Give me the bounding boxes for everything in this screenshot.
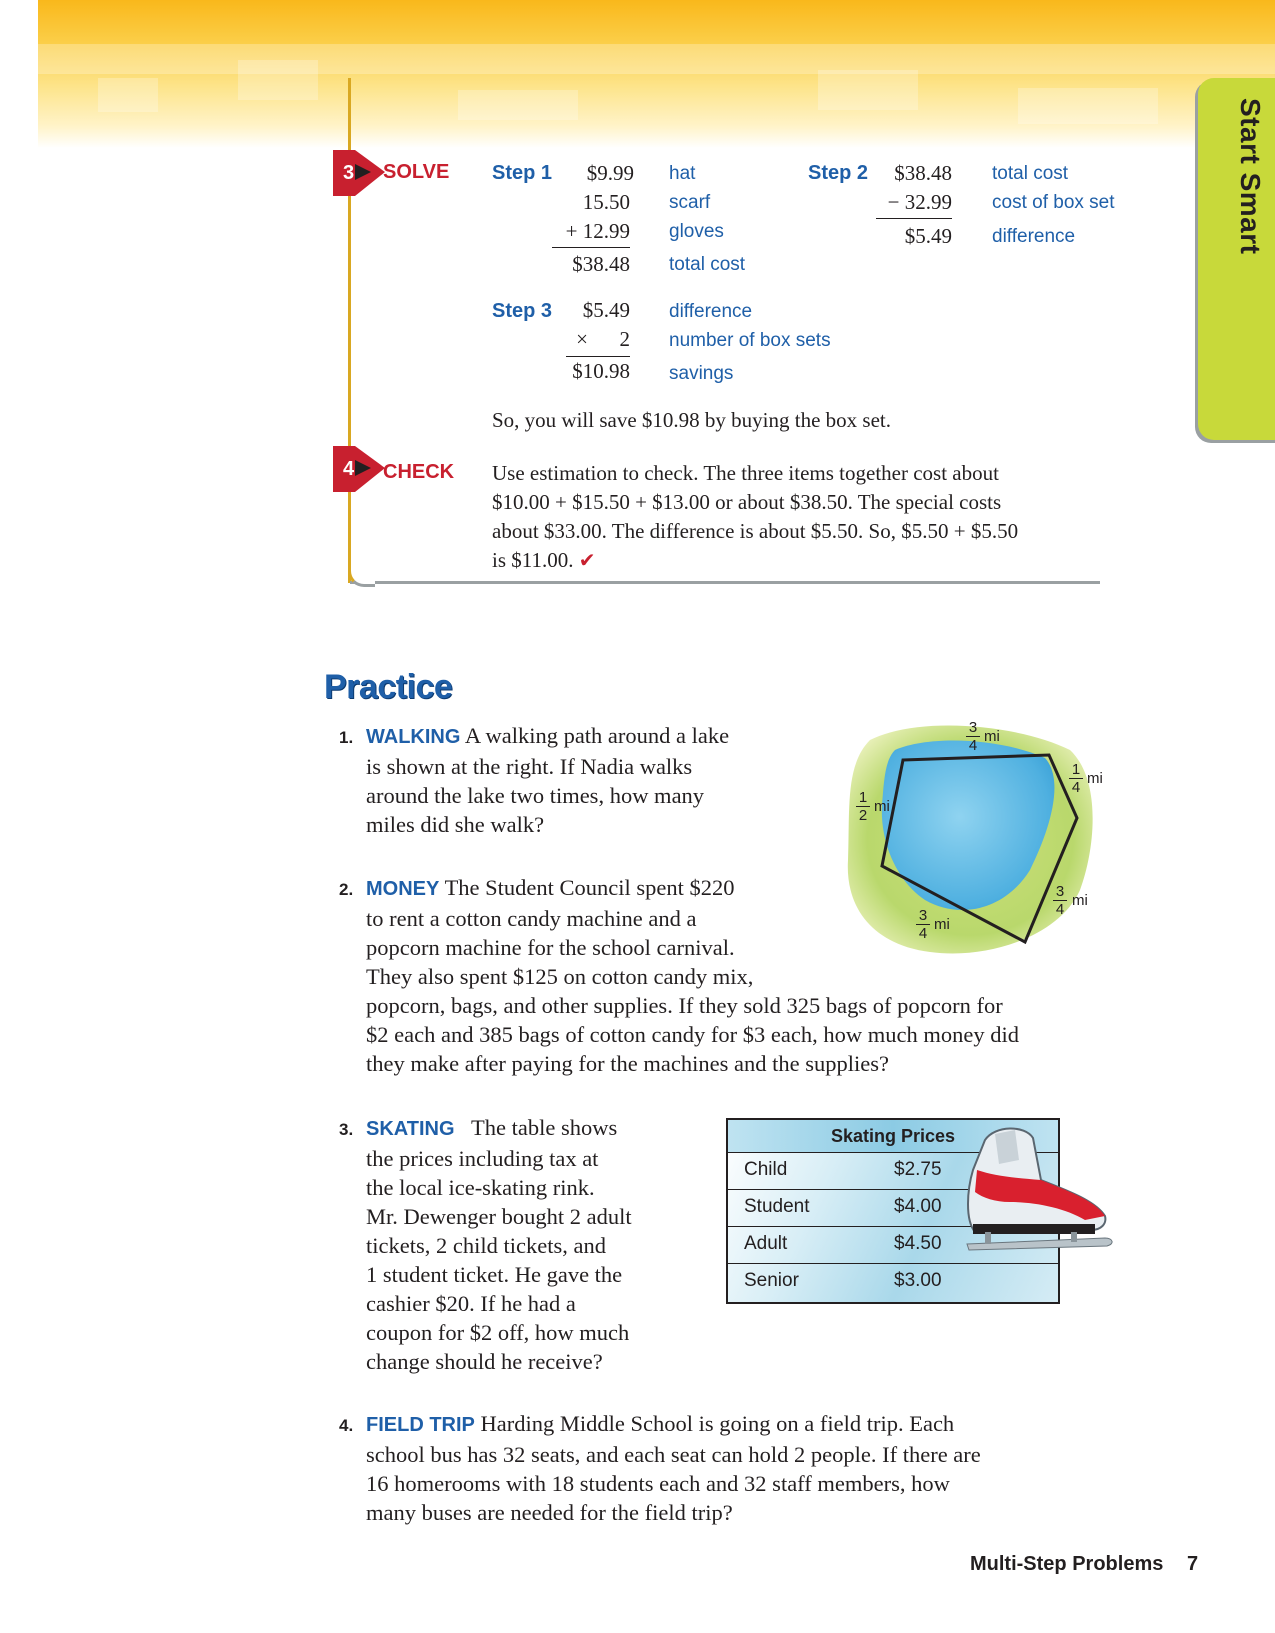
problem-line: 1 student ticket. He gave the bbox=[366, 1262, 623, 1287]
ticket-price: $4.00 bbox=[894, 1196, 942, 1217]
step1-value: $9.99 bbox=[586, 161, 634, 185]
check-line-text: is $11.00. bbox=[492, 548, 574, 572]
check-step-marker bbox=[333, 446, 385, 498]
step2-desc: cost of box set bbox=[992, 192, 1115, 213]
problem-2-number: 2. bbox=[339, 880, 354, 899]
problem-line: many buses are needed for the field trip? bbox=[366, 1500, 733, 1525]
problem-line: $2 each and 385 bags of cotton candy for $3 each, how much money did bbox=[366, 1022, 1019, 1047]
check-line: Use estimation to check. The three items together cost about bbox=[492, 461, 999, 485]
fraction-denominator: 4 bbox=[1055, 901, 1065, 918]
fraction-numerator: 1 bbox=[1071, 761, 1081, 778]
problem-1-number: 1. bbox=[339, 728, 354, 747]
step2-difference-rule bbox=[876, 218, 952, 219]
problem-line: change should he receive? bbox=[366, 1349, 603, 1374]
step3-value: × 2 bbox=[576, 327, 630, 351]
check-line: $10.00 + $15.50 + $13.00 or about $38.50. The special costs bbox=[492, 490, 1002, 514]
fraction-numerator: 3 bbox=[968, 719, 978, 736]
ticket-type: Child bbox=[744, 1159, 788, 1180]
ticket-price: $2.75 bbox=[894, 1159, 942, 1180]
step2-value: $5.49 bbox=[904, 224, 952, 248]
fraction-numerator: 1 bbox=[858, 789, 868, 806]
check-line bbox=[492, 546, 1018, 575]
problem-line: The table shows bbox=[470, 1115, 618, 1140]
step3-value: $10.98 bbox=[572, 359, 630, 383]
step1-desc: total cost bbox=[669, 254, 746, 275]
example-box-bottom-border bbox=[350, 581, 1100, 584]
solve-marker-number: 3 bbox=[343, 162, 355, 184]
fraction-denominator: 4 bbox=[968, 737, 978, 754]
step1-value: $38.48 bbox=[572, 252, 630, 276]
lake-side-top-fraction bbox=[966, 720, 980, 753]
check-label: CHECK bbox=[383, 461, 455, 483]
problem-line: They also spent $125 on cotton candy mix, bbox=[366, 964, 754, 989]
solve-label: SOLVE bbox=[383, 161, 450, 183]
solve-conclusion: So, you will save $10.98 by buying the box set. bbox=[492, 408, 891, 432]
step-arrow-icon bbox=[333, 446, 385, 498]
problem-1-text bbox=[366, 721, 729, 839]
step3-label: Step 3 bbox=[492, 300, 553, 322]
step1-desc: gloves bbox=[669, 221, 724, 242]
step2-value: $38.48 bbox=[894, 161, 952, 185]
fraction-denominator: 4 bbox=[918, 925, 928, 942]
step2-label: Step 2 bbox=[808, 162, 869, 184]
problem-3-keyword: SKATING bbox=[366, 1118, 455, 1140]
problem-line: school bus has 32 seats, and each seat can hold 2 people. If there are bbox=[366, 1442, 981, 1467]
lake-side-right-top-fraction bbox=[1069, 762, 1083, 795]
problem-line: The Student Council spent $220 bbox=[444, 875, 735, 900]
problem-line: the local ice-skating rink. bbox=[366, 1175, 595, 1200]
fraction-denominator: 2 bbox=[858, 807, 868, 824]
ice-skate-image bbox=[955, 1120, 1115, 1260]
lake-side-right-bottom-fraction bbox=[1053, 884, 1067, 917]
table-row bbox=[728, 1263, 1058, 1300]
step2-desc: total cost bbox=[992, 163, 1069, 184]
step3-value: $5.49 bbox=[582, 298, 630, 322]
footer-section-title: Multi-Step Problems bbox=[970, 1553, 1164, 1575]
problem-3-text bbox=[366, 1113, 632, 1376]
checkmark-icon: ✔ bbox=[578, 548, 596, 572]
step1-value: 15.50 bbox=[582, 190, 630, 214]
problem-2-text bbox=[366, 873, 1019, 1078]
problem-line: coupon for $2 off, how much bbox=[366, 1320, 630, 1345]
problem-line: to rent a cotton candy machine and a bbox=[366, 906, 697, 931]
problem-4-number: 4. bbox=[339, 1416, 354, 1435]
step1-desc: scarf bbox=[669, 192, 711, 213]
problem-line: miles did she walk? bbox=[366, 812, 545, 837]
check-line: about $33.00. The difference is about $5.50. So, $5.50 + $5.50 bbox=[492, 519, 1019, 543]
ticket-type: Adult bbox=[744, 1233, 788, 1254]
problem-1-keyword: WALKING bbox=[366, 726, 461, 748]
step3-desc: number of box sets bbox=[669, 330, 831, 351]
start-smart-tab-label: Start Smart bbox=[1235, 98, 1266, 255]
problem-line: cashier $20. If he had a bbox=[366, 1291, 576, 1316]
step1-label: Step 1 bbox=[492, 162, 553, 184]
problem-line: the prices including tax at bbox=[366, 1146, 599, 1171]
ticket-type: Senior bbox=[744, 1270, 799, 1291]
ticket-type: Student bbox=[744, 1196, 810, 1217]
step1-value: + 12.99 bbox=[565, 219, 630, 243]
ice-skate-icon bbox=[955, 1120, 1115, 1260]
fraction-numerator: 3 bbox=[1055, 883, 1065, 900]
step2-value: − 32.99 bbox=[887, 190, 952, 214]
lake-unit: mi bbox=[874, 798, 890, 815]
fraction-denominator: 4 bbox=[1071, 779, 1081, 796]
step3-desc: difference bbox=[669, 301, 753, 322]
solve-step-marker bbox=[333, 150, 385, 202]
step3-product-rule bbox=[566, 356, 630, 357]
lake-unit: mi bbox=[934, 916, 950, 933]
header-band bbox=[38, 0, 1275, 148]
problem-line: around the lake two times, how many bbox=[366, 783, 705, 808]
check-marker-number: 4 bbox=[343, 458, 355, 480]
problem-4-keyword: FIELD TRIP bbox=[366, 1414, 475, 1436]
problem-line: 16 homerooms with 18 students each and 32 staff members, how bbox=[366, 1471, 950, 1496]
practice-heading: Practice bbox=[324, 668, 453, 706]
problem-2-keyword: MONEY bbox=[366, 878, 440, 900]
problem-line: tickets, 2 child tickets, and bbox=[366, 1233, 606, 1258]
problem-4-text bbox=[366, 1409, 981, 1527]
check-text bbox=[492, 459, 1018, 575]
lake-unit: mi bbox=[1087, 770, 1103, 787]
ticket-price: $4.50 bbox=[894, 1233, 942, 1254]
problem-line: popcorn, bags, and other supplies. If they sold 325 bags of popcorn for bbox=[366, 993, 1003, 1018]
step3-desc: savings bbox=[669, 363, 734, 384]
step2-desc: difference bbox=[992, 226, 1076, 247]
problem-line: Mr. Dewenger bought 2 adult bbox=[366, 1204, 632, 1229]
problem-line: Harding Middle School is going on a field trip. Each bbox=[480, 1411, 955, 1436]
lake-unit: mi bbox=[1072, 892, 1088, 909]
problem-line: they make after paying for the machines and the supplies? bbox=[366, 1051, 889, 1076]
problem-line: is shown at the right. If Nadia walks bbox=[366, 754, 693, 779]
problem-line: A walking path around a lake bbox=[464, 723, 730, 748]
problem-3-number: 3. bbox=[339, 1120, 354, 1139]
step1-sum-rule bbox=[552, 247, 630, 248]
start-smart-tab[interactable] bbox=[1198, 78, 1275, 440]
fraction-numerator: 3 bbox=[918, 907, 928, 924]
page-number: 7 bbox=[1187, 1553, 1199, 1575]
lake-unit: mi bbox=[984, 728, 1000, 745]
problem-line: popcorn machine for the school carnival. bbox=[366, 935, 735, 960]
lake-side-left-fraction bbox=[856, 790, 870, 823]
step1-desc: hat bbox=[669, 163, 696, 184]
step-arrow-icon bbox=[333, 150, 385, 202]
skating-table-title: Skating Prices bbox=[728, 1120, 1058, 1152]
ticket-price: $3.00 bbox=[894, 1270, 942, 1291]
